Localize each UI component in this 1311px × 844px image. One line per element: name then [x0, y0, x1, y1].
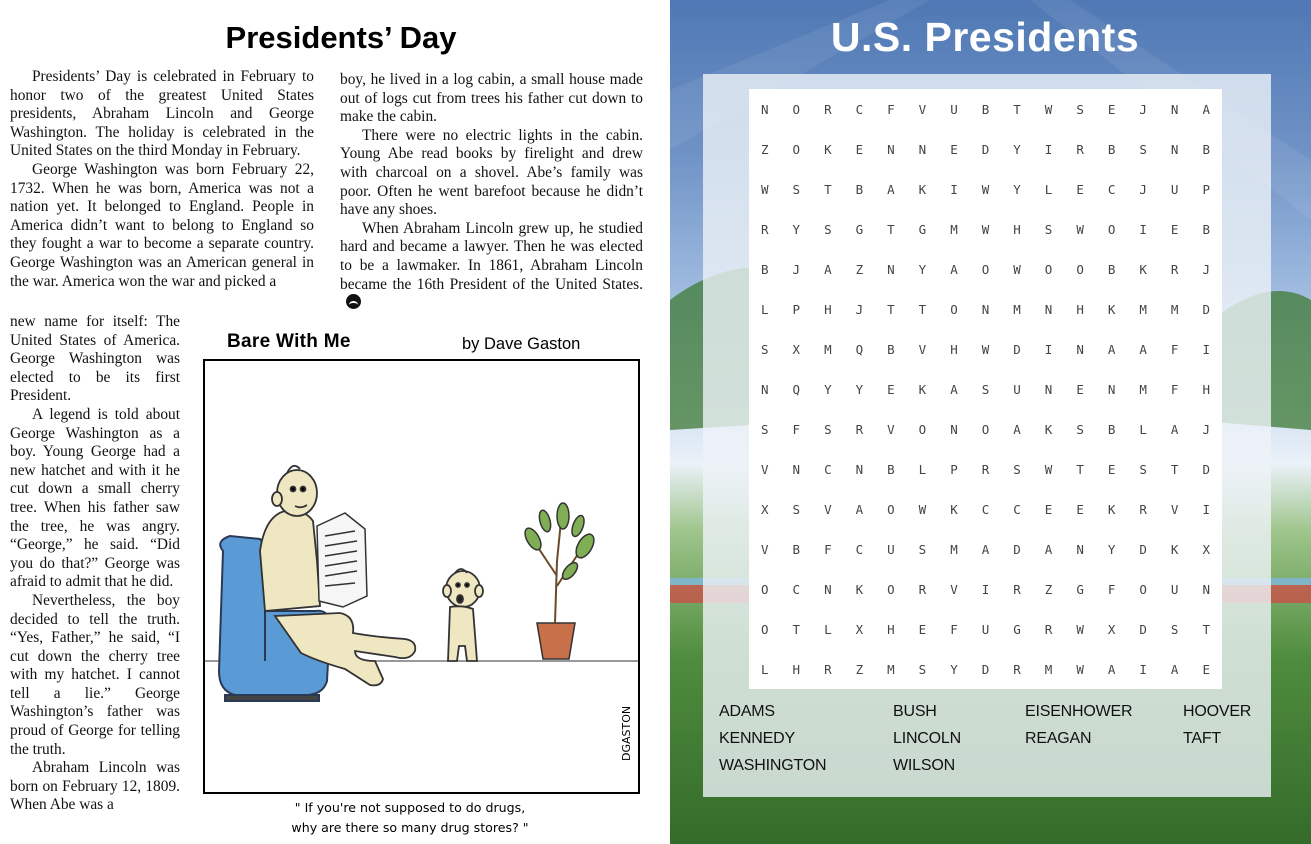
grid-letter[interactable]: H	[824, 301, 832, 317]
grid-letter[interactable]: W	[918, 501, 927, 517]
grid-letter[interactable]: I	[950, 181, 958, 197]
word-list-item: BUSH	[893, 703, 937, 720]
grid-letter[interactable]: K	[1044, 421, 1053, 437]
grid-letter[interactable]: Z	[855, 261, 864, 277]
grid-letter[interactable]: O	[887, 581, 895, 597]
grid-letter[interactable]: N	[1107, 381, 1116, 397]
grid-letter[interactable]: F	[1107, 581, 1116, 597]
grid-letter[interactable]: B	[1202, 141, 1210, 157]
grid-letter[interactable]: W	[981, 221, 990, 237]
grid-letter[interactable]: H	[1076, 301, 1084, 317]
grid-letter[interactable]: A	[824, 261, 832, 277]
grid-letter[interactable]: J	[792, 261, 801, 277]
grid-letter[interactable]: F	[950, 621, 958, 637]
grid-letter[interactable]: T	[824, 181, 832, 197]
grid-letter[interactable]: R	[1013, 661, 1021, 677]
grid-letter[interactable]: N	[1170, 101, 1179, 117]
grid-letter[interactable]: E	[950, 141, 958, 157]
grid-letter[interactable]: M	[1044, 661, 1053, 677]
grid-letter[interactable]: A	[887, 181, 895, 197]
grid-letter[interactable]: C	[824, 461, 832, 477]
grid-letter[interactable]: N	[761, 101, 769, 117]
grid-letter[interactable]: E	[1107, 101, 1116, 117]
grid-letter[interactable]: S	[1139, 141, 1147, 157]
grid-letter[interactable]: T	[887, 301, 895, 317]
grid-letter[interactable]: N	[1044, 381, 1053, 397]
grid-letter[interactable]: E	[1076, 501, 1084, 517]
grid-letter[interactable]: X	[1202, 541, 1210, 557]
word-list-item: KENNEDY	[719, 730, 795, 747]
grid-letter[interactable]: S	[918, 541, 927, 557]
grid-letter[interactable]: M	[950, 541, 958, 557]
grid-letter[interactable]: O	[761, 581, 769, 597]
grid-letter[interactable]: M	[887, 661, 895, 677]
paragraph: There were no electric lights in the cabin. Young Abe read books by firelight and drew with charcoal on a shovel. Abe’s family was poor. Often he went barefoot because he didn’t have any shoes.	[340, 126, 643, 219]
grid-letter[interactable]: D	[1202, 461, 1210, 477]
grid-letter[interactable]: Y	[855, 381, 864, 397]
caption-line: " If you're not supposed to do drugs,	[294, 800, 526, 815]
grid-letter[interactable]: V	[918, 341, 927, 357]
grid-letter[interactable]: A	[950, 261, 958, 277]
grid-letter[interactable]: K	[855, 581, 864, 597]
grid-letter[interactable]: A	[1107, 661, 1116, 677]
grid-letter[interactable]: E	[887, 381, 895, 397]
grid-letter[interactable]: N	[950, 421, 958, 437]
grid-letter[interactable]: O	[887, 501, 895, 517]
grid-letter[interactable]: A	[1170, 661, 1179, 677]
grid-letter[interactable]: I	[1044, 141, 1053, 157]
grid-letter[interactable]: K	[1170, 541, 1179, 557]
grid-letter[interactable]: F	[824, 541, 832, 557]
grid-letter[interactable]: B	[1107, 261, 1116, 277]
grid-letter[interactable]: C	[981, 501, 990, 517]
grid-letter[interactable]: Y	[824, 381, 832, 397]
grid-letter[interactable]: Y	[1013, 141, 1021, 157]
grid-letter[interactable]: U	[981, 621, 990, 637]
paragraph-text: When Abraham Lincoln grew up, he studied hard and became a lawyer. Then he was elected to be a lawmaker. In 1861, Abraham Lincoln became the 16th President of the United States.	[340, 219, 643, 293]
grid-letter[interactable]: G	[918, 221, 927, 237]
grid-letter[interactable]: O	[761, 621, 769, 637]
grid-letter[interactable]: R	[1044, 621, 1053, 637]
grid-letter[interactable]: T	[1170, 461, 1179, 477]
grid-letter[interactable]: U	[1170, 181, 1179, 197]
grid-letter[interactable]: A	[1202, 101, 1210, 117]
grid-letter[interactable]: C	[792, 581, 801, 597]
grid-letter[interactable]: U	[1013, 381, 1021, 397]
grid-letter[interactable]: B	[1202, 221, 1210, 237]
grid-letter[interactable]: X	[1107, 621, 1116, 637]
grid-letter[interactable]: O	[792, 101, 801, 117]
grid-letter[interactable]: Y	[918, 261, 927, 277]
grid-letter[interactable]: A	[950, 381, 958, 397]
grid-letter[interactable]: K	[918, 381, 927, 397]
grid-letter[interactable]: O	[981, 421, 990, 437]
grid-letter[interactable]: B	[981, 101, 990, 117]
grid-letter[interactable]: Z	[761, 141, 769, 157]
grid-letter[interactable]: S	[1013, 461, 1021, 477]
grid-letter[interactable]: L	[1044, 181, 1053, 197]
paragraph: Abraham Lincoln was born on February 12, 1809. When Abe was a	[10, 759, 180, 814]
grid-letter[interactable]: A	[1044, 541, 1053, 557]
grid-letter[interactable]: J	[1202, 261, 1210, 277]
grid-letter[interactable]: R	[918, 581, 927, 597]
grid-letter[interactable]: W	[981, 341, 990, 357]
word-list-item: WILSON	[893, 757, 955, 774]
paragraph: A legend is told about George Washington as a boy. Young George had a new hatchet and with it he cut down a small cherry tree. When his father saw the tree, he was angry. “George,” he said. “Did you do that?” George was afraid to admit that he did.	[10, 405, 180, 591]
word-list-item: HOOVER	[1183, 703, 1252, 720]
grid-letter[interactable]: E	[855, 141, 864, 157]
grid-letter[interactable]: S	[1076, 101, 1084, 117]
grid-letter[interactable]: E	[1044, 501, 1053, 517]
grid-letter[interactable]: N	[1044, 301, 1053, 317]
grid-letter[interactable]: J	[1139, 101, 1147, 117]
grid-letter[interactable]: N	[1076, 541, 1084, 557]
grid-letter[interactable]: E	[1076, 181, 1084, 197]
word-list-item: ADAMS	[719, 703, 775, 720]
grid-letter[interactable]: Y	[950, 661, 958, 677]
grid-letter[interactable]: S	[1044, 221, 1053, 237]
word-list-item: LINCOLN	[893, 730, 961, 747]
grid-letter[interactable]: T	[1013, 101, 1021, 117]
grid-letter[interactable]: R	[1076, 141, 1084, 157]
grid-letter[interactable]: U	[887, 541, 895, 557]
grid-letter[interactable]: B	[761, 261, 769, 277]
grid-letter[interactable]: K	[1107, 301, 1116, 317]
grid-letter[interactable]: A	[1013, 421, 1021, 437]
grid-letter[interactable]: T	[792, 621, 801, 637]
grid-letter[interactable]: S	[824, 221, 832, 237]
grid-letter[interactable]: A	[1107, 341, 1116, 357]
grid-letter[interactable]: I	[1139, 661, 1147, 677]
grid-letter[interactable]: L	[761, 661, 769, 677]
grid-letter[interactable]: S	[792, 501, 801, 517]
grid-letter[interactable]: D	[1013, 341, 1021, 357]
grid-letter[interactable]: K	[918, 181, 927, 197]
grid-letter[interactable]: D	[981, 141, 990, 157]
grid-letter[interactable]: X	[855, 621, 864, 637]
newspaper	[317, 513, 367, 607]
grid-letter[interactable]: T	[1076, 461, 1084, 477]
grid-letter[interactable]: U	[950, 101, 958, 117]
grid-letter[interactable]: Q	[855, 341, 864, 357]
paragraph: boy, he lived in a log cabin, a small house made out of logs cut from trees his father cut down to make the cabin.	[340, 71, 643, 126]
grid-letter[interactable]: W	[1076, 661, 1084, 677]
grid-letter[interactable]: D	[981, 661, 990, 677]
grid-letter[interactable]: P	[950, 461, 958, 477]
potted-plant	[522, 503, 598, 659]
grid-letter[interactable]: T	[887, 221, 895, 237]
grid-letter[interactable]: F	[792, 421, 801, 437]
grid-letter[interactable]: O	[1076, 261, 1084, 277]
grid-letter[interactable]: L	[1139, 421, 1147, 437]
cartoon-author: by Dave Gaston	[462, 335, 581, 353]
letter-grid	[749, 89, 1222, 689]
grid-letter[interactable]: A	[1170, 421, 1179, 437]
grid-letter[interactable]: N	[824, 581, 832, 597]
grid-letter[interactable]: N	[887, 141, 895, 157]
grid-letter[interactable]: C	[1013, 501, 1021, 517]
end-mark-icon	[346, 294, 361, 309]
grid-letter[interactable]: H	[1013, 221, 1021, 237]
paragraph: new name for itself: The United States of America. George Washington was elected to be its first President.	[10, 313, 180, 405]
grid-letter[interactable]: X	[761, 501, 769, 517]
grid-letter[interactable]: I	[1139, 221, 1147, 237]
grid-letter[interactable]: E	[1107, 461, 1116, 477]
article-title: Presidents’ Day	[225, 20, 457, 55]
word-search-title: U.S. Presidents	[830, 14, 1140, 60]
word-list-item: REAGAN	[1025, 730, 1092, 747]
grid-letter[interactable]: R	[855, 421, 864, 437]
grid-letter[interactable]: C	[855, 101, 864, 117]
grid-letter[interactable]: M	[1139, 381, 1147, 397]
grid-letter[interactable]: B	[887, 341, 895, 357]
grid-letter[interactable]: B	[855, 181, 864, 197]
grid-letter[interactable]: O	[918, 421, 927, 437]
grid-letter[interactable]: O	[792, 141, 801, 157]
grid-letter[interactable]: R	[1013, 581, 1021, 597]
grid-letter[interactable]: C	[1107, 181, 1116, 197]
paragraph: Nevertheless, the boy decided to tell the truth. “Yes, Father,” he said, “I cut down the cherry tree with my hatchet. I cannot tell a lie.” George Washington’s father was proud of George for telling the truth.	[10, 591, 180, 758]
grid-letter[interactable]: A	[981, 541, 990, 557]
grid-letter[interactable]: N	[918, 141, 927, 157]
grid-letter[interactable]: I	[981, 581, 990, 597]
grid-letter[interactable]: D	[1013, 541, 1021, 557]
grid-letter[interactable]: K	[1107, 501, 1116, 517]
grid-letter[interactable]: A	[855, 501, 864, 517]
grid-letter[interactable]: H	[792, 661, 801, 677]
grid-letter[interactable]: S	[918, 661, 927, 677]
word-list-item: EISENHOWER	[1025, 703, 1133, 720]
grid-letter[interactable]: E	[918, 621, 927, 637]
grid-letter[interactable]: N	[792, 461, 801, 477]
grid-letter[interactable]: L	[824, 621, 832, 637]
grid-letter[interactable]: B	[1107, 421, 1116, 437]
cartoon-panel	[203, 359, 640, 794]
grid-letter[interactable]: E	[1202, 661, 1210, 677]
grid-letter[interactable]: K	[950, 501, 958, 517]
grid-letter[interactable]: S	[824, 421, 832, 437]
grid-letter[interactable]: I	[1202, 341, 1210, 357]
grid-letter[interactable]: U	[1170, 581, 1179, 597]
grid-letter[interactable]: W	[1076, 221, 1084, 237]
grid-letter[interactable]: G	[1076, 581, 1084, 597]
grid-letter[interactable]: O	[1139, 581, 1147, 597]
grid-letter[interactable]: F	[1170, 341, 1179, 357]
grid-letter[interactable]: J	[1139, 181, 1147, 197]
grid-letter[interactable]: E	[1170, 221, 1179, 237]
grid-letter[interactable]: M	[1170, 301, 1179, 317]
grid-letter[interactable]: G	[1013, 621, 1021, 637]
grid-letter[interactable]: S	[1076, 421, 1084, 437]
grid-letter[interactable]: W	[1076, 621, 1084, 637]
child-figure	[443, 569, 483, 661]
grid-letter[interactable]: V	[824, 501, 832, 517]
grid-letter[interactable]: T	[1202, 621, 1210, 637]
word-list	[719, 703, 1279, 793]
grid-letter[interactable]: H	[950, 341, 958, 357]
grid-letter[interactable]: V	[918, 101, 927, 117]
paragraph: George Washington was born February 22, 1732. When he was born, America was not a nation yet. It belonged to England. People in America didn’t want to belong to England so they fought a war to become a separate country. George Washington was an American general in the war. America won the war and picked a	[10, 160, 314, 290]
grid-letter[interactable]: N	[1170, 141, 1179, 157]
grid-letter[interactable]: S	[761, 341, 769, 357]
grid-letter[interactable]: W	[1013, 261, 1021, 277]
grid-letter[interactable]: J	[1202, 421, 1210, 437]
grid-letter[interactable]: S	[761, 421, 769, 437]
grid-letter[interactable]: L	[918, 461, 927, 477]
grid-letter[interactable]: V	[887, 421, 895, 437]
grid-letter[interactable]: M	[950, 221, 958, 237]
grid-letter[interactable]: R	[824, 101, 832, 117]
word-list-item: TAFT	[1183, 730, 1222, 747]
caption-line: why are there so many drug stores? "	[291, 820, 529, 835]
grid-letter[interactable]: I	[1202, 501, 1210, 517]
grid-letter[interactable]: N	[887, 261, 895, 277]
paragraph	[340, 220, 643, 313]
grid-letter[interactable]: O	[981, 261, 990, 277]
grid-letter[interactable]: B	[792, 541, 801, 557]
paragraph: Presidents’ Day is celebrated in February to honor two of the greatest United States presidents, Abraham Lincoln and George Washington. The holiday is celebrated in the United States on the third Monday in February.	[10, 68, 314, 160]
grid-letter[interactable]: S	[1170, 621, 1179, 637]
cartoon-illustration	[205, 361, 638, 792]
word-search-page	[670, 0, 1311, 844]
grid-letter[interactable]: S	[981, 381, 990, 397]
grid-letter[interactable]: H	[887, 621, 895, 637]
grid-letter[interactable]: V	[950, 581, 958, 597]
cartoon-caption	[240, 798, 580, 838]
article-column-1	[10, 68, 314, 291]
grid-letter[interactable]: N	[761, 381, 769, 397]
grid-letter[interactable]: K	[824, 141, 832, 157]
grid-letter[interactable]: O	[1044, 261, 1053, 277]
grid-letter[interactable]: M	[1013, 301, 1021, 317]
grid-letter[interactable]: B	[887, 461, 895, 477]
grid-letter[interactable]: B	[1107, 141, 1116, 157]
grid-letter[interactable]: C	[855, 541, 864, 557]
grid-letter[interactable]: Z	[1044, 581, 1053, 597]
cartoon-signature: DGASTON	[620, 705, 633, 761]
grid-letter[interactable]: D	[1139, 541, 1147, 557]
grid-letter[interactable]: W	[1044, 461, 1053, 477]
grid-letter[interactable]: A	[1139, 341, 1147, 357]
grid-letter[interactable]: D	[1202, 301, 1210, 317]
grid-letter[interactable]: G	[855, 221, 864, 237]
grid-letter[interactable]: Z	[855, 661, 864, 677]
grid-letter[interactable]: F	[1170, 381, 1179, 397]
grid-letter[interactable]: R	[1139, 501, 1147, 517]
grid-letter[interactable]: J	[855, 301, 864, 317]
grid-letter[interactable]: M	[824, 341, 832, 357]
grid-letter[interactable]: W	[761, 181, 769, 197]
grid-letter[interactable]: N	[855, 461, 864, 477]
grid-letter[interactable]: O	[950, 301, 958, 317]
grid-letter[interactable]: R	[981, 461, 990, 477]
grid-letter[interactable]: N	[1202, 581, 1210, 597]
grid-letter[interactable]: S	[1139, 461, 1147, 477]
grid-letter[interactable]: I	[1044, 341, 1053, 357]
grid-letter[interactable]: P	[1202, 181, 1210, 197]
grid-letter[interactable]: N	[981, 301, 990, 317]
grid-letter[interactable]: W	[1044, 101, 1053, 117]
grid-letter[interactable]: R	[1170, 261, 1179, 277]
grid-letter[interactable]: R	[761, 221, 769, 237]
grid-letter[interactable]: W	[981, 181, 990, 197]
grid-letter[interactable]: V	[761, 541, 769, 557]
grid-letter[interactable]: V	[1170, 501, 1179, 517]
grid-letter[interactable]: L	[761, 301, 769, 317]
grid-letter[interactable]: D	[1139, 621, 1147, 637]
grid-letter[interactable]: V	[761, 461, 769, 477]
word-list-item: WASHINGTON	[719, 757, 827, 774]
article-column-2	[340, 71, 643, 313]
grid-letter[interactable]: Q	[792, 381, 801, 397]
grid-letter[interactable]: K	[1139, 261, 1147, 277]
grid-letter[interactable]: P	[792, 301, 801, 317]
grid-letter[interactable]: S	[792, 181, 801, 197]
grid-letter[interactable]: N	[1076, 341, 1084, 357]
grid-letter[interactable]: O	[1107, 221, 1116, 237]
grid-letter[interactable]: M	[1139, 301, 1147, 317]
grid-letter[interactable]: T	[918, 301, 927, 317]
grid-letter[interactable]: Y	[1013, 181, 1021, 197]
grid-letter[interactable]: F	[887, 101, 895, 117]
grid-letter[interactable]: Y	[1107, 541, 1116, 557]
article-column-1-continued	[10, 313, 180, 815]
grid-letter[interactable]: E	[1076, 381, 1084, 397]
grid-letter[interactable]: Y	[792, 221, 801, 237]
grid-letter[interactable]: R	[824, 661, 832, 677]
grid-letter[interactable]: H	[1202, 381, 1210, 397]
cartoon-title: Bare With Me	[227, 331, 351, 352]
grid-letter[interactable]: X	[792, 341, 801, 357]
